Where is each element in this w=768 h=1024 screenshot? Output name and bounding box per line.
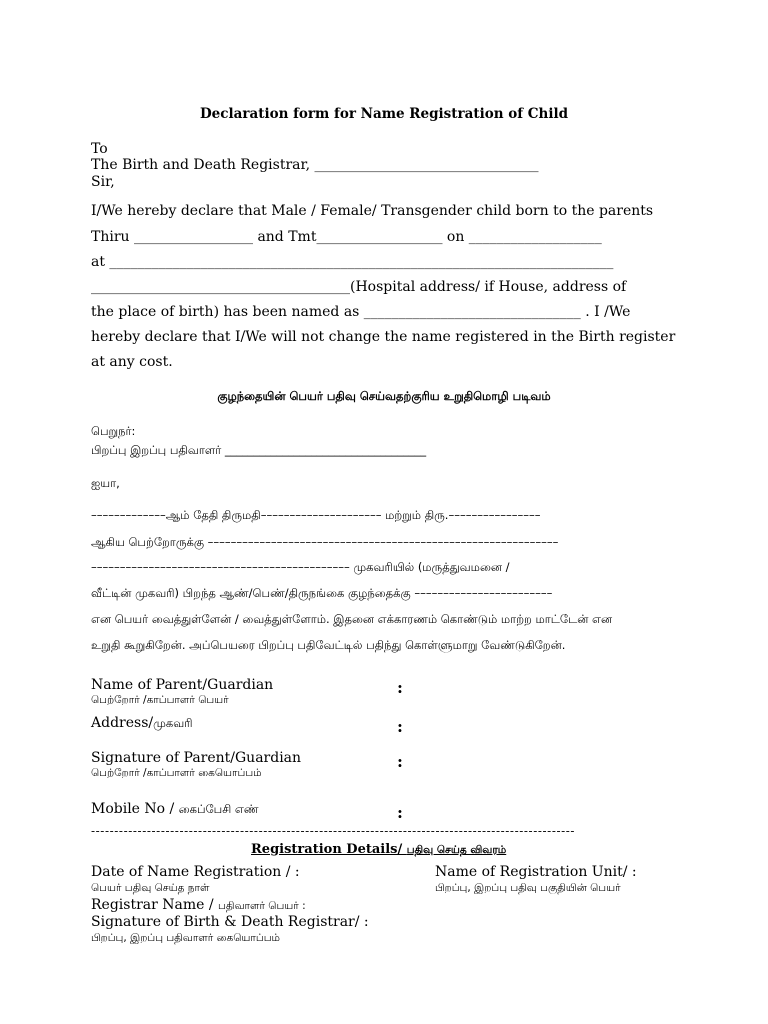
field-mobile-label-english: Mobile No / [91, 801, 179, 817]
registration-heading [251, 842, 506, 857]
registration-date-label: Date of Name Registration / : [91, 864, 300, 880]
section-divider: -------------------------------------------------------------------------------------------------------- [91, 824, 576, 838]
english-to: To [91, 141, 108, 157]
tamil-to: பெறுநர்: [91, 424, 136, 438]
registrar-signature-label: Signature of Birth & Death Registrar/ : [91, 914, 369, 930]
registration-unit-label: Name of Registration Unit/ : [435, 864, 637, 880]
field-parent-name-label: Name of Parent/Guardian [91, 677, 274, 693]
field-mobile-label [91, 801, 259, 818]
registration-unit-label-tamil: பிறப்பு, இறப்பு பதிவு பகுதியின் பெயர் [435, 882, 621, 894]
field-parent-name-label-tamil: பெற்றோர் /காப்பாளர் பெயர் [91, 694, 229, 706]
field-parent-name-colon: : [397, 678, 403, 697]
registrar-name-label-tamil: பதிவாளர் பெயர் : [218, 900, 306, 912]
english-paragraph-line-2: Thiru _________________ and Tmt__________________ on ___________________ [91, 229, 602, 245]
field-address-label-english: Address/ [91, 715, 154, 731]
field-mobile-colon: : [397, 803, 403, 822]
english-paragraph-line-7: at any cost. [91, 354, 173, 370]
english-paragraph-line-6: hereby declare that I/We will not change the name registered in the Birth register [91, 329, 676, 345]
english-paragraph-line-4: _____________________________________(Hospital address/ if House, address of [91, 279, 627, 295]
field-address-label-tamil: முகவரி [153, 716, 193, 730]
tamil-paragraph-line-4: வீட்டின் முகவரி) பிறந்த ஆண்/பெண்/திருநங்கை குழந்தைக்கு –––––––––––––––––––––––– [91, 586, 553, 600]
tamil-paragraph-line-5: என பெயர் வைத்துள்ளேன் / வைத்துள்ளோம். இதனை எக்காரணம் கொண்டும் மாற்ற மாட்டேன் என [91, 612, 613, 626]
english-registrar-line: The Birth and Death Registrar, ________________________________ [91, 157, 539, 173]
tamil-paragraph-line-1: –––––––––––––ஆம் தேதி திருமதி––––––––––––––––––––– மற்றும் திரு.–––––––––––––––– [91, 508, 541, 522]
english-salutation: Sir, [91, 174, 115, 190]
registration-heading-tamil: பதிவு செய்த விவரம் [406, 844, 507, 856]
registrar-name-label [91, 897, 306, 913]
field-address-colon: : [397, 717, 403, 736]
registration-heading-english: Registration Details/ [251, 842, 407, 857]
english-paragraph-line-3: at ________________________________________________________________________ [91, 254, 614, 270]
field-mobile-label-tamil: கைப்பேசி எண் [178, 802, 259, 816]
registrar-name-label-english: Registrar Name / [91, 897, 219, 913]
english-paragraph-line-1: I/We hereby declare that Male / Female/ Transgender child born to the parents [91, 203, 654, 219]
tamil-paragraph-line-2: ஆகிய பெற்றோருக்கு ––––––––––––––––––––––––––––––––––––––––––––––––––––––––––––– [91, 535, 559, 549]
tamil-paragraph-line-3: ––––––––––––––––––––––––––––––––––––––––––––– முகவரியில் (மருத்துவமனை / [91, 560, 510, 574]
field-address-label [91, 715, 193, 732]
tamil-paragraph-line-6: உறுதி கூறுகிறேன். அப்பெயரை பிறப்பு பதிவேட்டில் பதிந்து கொள்ளுமாறு வேண்டுகிறேன். [91, 638, 566, 652]
form-title: Declaration form for Name Registration of Child [199, 106, 569, 122]
english-paragraph-line-5: the place of birth) has been named as _______________________________ . I /We [91, 304, 631, 320]
tamil-salutation: ஐயா, [91, 476, 120, 490]
registrar-signature-label-tamil: பிறப்பு, இறப்பு பதிவாளர் கையொப்பம் [91, 932, 280, 944]
field-parent-signature-colon: : [397, 752, 403, 771]
field-parent-signature-label-tamil: பெற்றோர் /காப்பாளர் கையொப்பம் [91, 767, 262, 779]
field-parent-signature-label: Signature of Parent/Guardian [91, 750, 302, 766]
tamil-registrar-line: பிறப்பு இறப்பு பதிவாளர் ___________________________________ [91, 443, 427, 457]
tamil-title: குழந்தையின் பெயர் பதிவு செய்வதற்குரிய உறுதிமொழி படிவம் [217, 389, 551, 403]
registration-date-label-tamil: பெயர் பதிவு செய்த நாள் [91, 882, 210, 894]
